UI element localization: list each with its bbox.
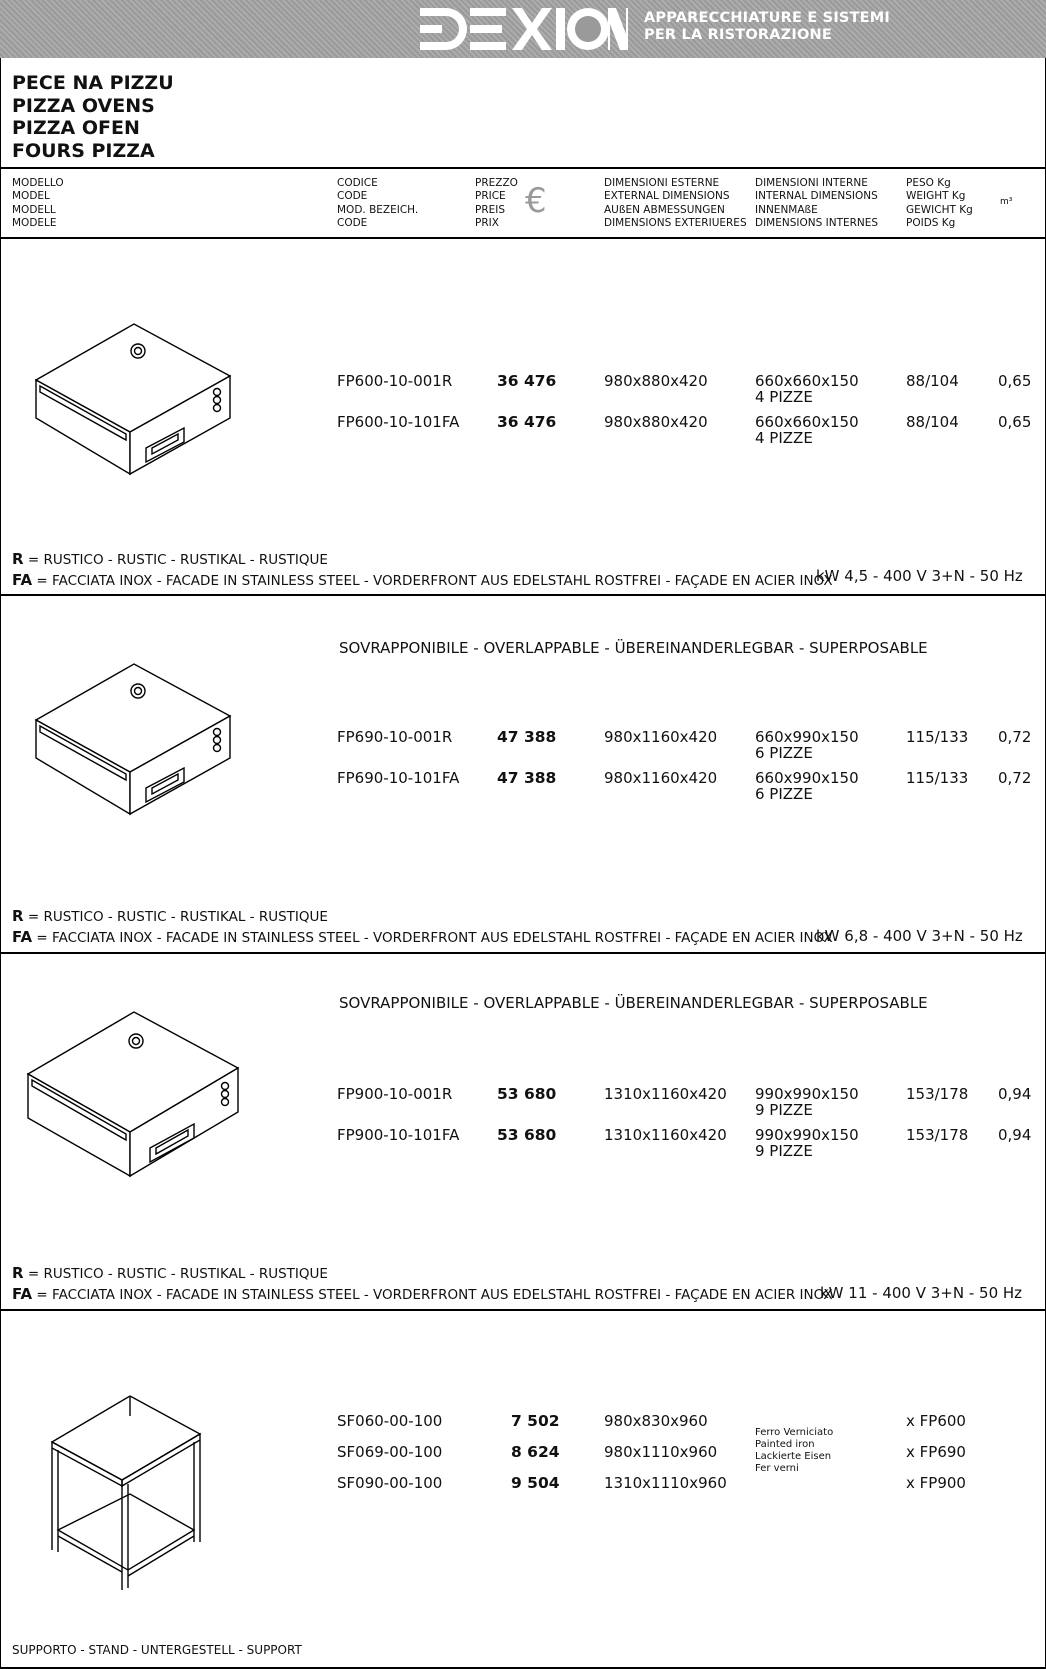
product-code: FP600-10-101FA xyxy=(337,413,460,431)
title-line-3: PIZZA OFEN xyxy=(12,117,140,139)
product-price: 47 388 xyxy=(497,769,557,787)
pizza-capacity: 9 PIZZE xyxy=(755,1101,813,1119)
material-line: Painted iron xyxy=(755,1439,815,1450)
stand-fits: x FP690 xyxy=(906,1443,966,1461)
stand-price: 7 502 xyxy=(511,1412,560,1430)
col-label: PREZZO xyxy=(475,177,518,189)
column-header-ext-dim xyxy=(604,177,747,230)
col-label: MODELL xyxy=(12,203,56,216)
divider-section xyxy=(0,1309,1046,1311)
stand-price: 8 624 xyxy=(511,1443,560,1461)
column-header-price xyxy=(475,177,518,230)
col-label: EXTERNAL DIMENSIONS xyxy=(604,190,730,203)
col-label: MODELE xyxy=(12,216,57,229)
col-label: PREIS xyxy=(475,203,506,216)
col-label: WEIGHT Kg xyxy=(906,190,966,203)
col-label: AUßEN ABMESSUNGEN xyxy=(604,203,725,216)
note-stainless: FA = FACCIATA INOX - FACADE IN STAINLESS STEEL - VORDERFRONT AUS EDELSTAHL ROSTFREI - FAÇADE EN ACIER INOX xyxy=(12,571,833,589)
col-label: PRIX xyxy=(475,216,499,229)
external-dimensions: 980x880x420 xyxy=(604,372,708,390)
divider-section xyxy=(0,952,1046,954)
internal-size: 660x990x150 xyxy=(755,728,859,746)
power-rating: kW 6,8 - 400 V 3+N - 50 Hz xyxy=(816,927,1023,945)
note-key: FA xyxy=(12,1285,33,1303)
volume: 0,65 xyxy=(998,372,1032,390)
column-header-int-dim xyxy=(755,177,878,230)
internal-size: 660x660x150 xyxy=(755,372,859,390)
col-label: DIMENSIONS INTERNES xyxy=(755,216,879,229)
divider-section xyxy=(0,594,1046,596)
product-code: FP690-10-101FA xyxy=(337,769,460,787)
column-header-volume: m³ xyxy=(1000,197,1013,207)
material-line: Ferro Verniciato xyxy=(755,1427,834,1438)
col-label: MODEL xyxy=(12,190,50,203)
external-dimensions: 980x1160x420 xyxy=(604,769,718,787)
external-dimensions: 1310x1160x420 xyxy=(604,1085,727,1103)
stand-dimensions: 980x830x960 xyxy=(604,1412,708,1430)
col-label: POIDS Kg xyxy=(906,216,956,229)
external-dimensions: 980x880x420 xyxy=(604,413,708,431)
external-dimensions: 980x1160x420 xyxy=(604,728,718,746)
support-caption: SUPPORTO - STAND - UNTERGESTELL - SUPPORT xyxy=(12,1643,302,1657)
note-text: RUSTICO - RUSTIC - RUSTIKAL - RUSTIQUE xyxy=(43,1266,328,1282)
note-rustic: R = RUSTICO - RUSTIC - RUSTIKAL - RUSTIQUE xyxy=(12,907,328,925)
note-key: FA xyxy=(12,571,33,589)
tagline-line-1: APPARECCHIATURE E SISTEMI xyxy=(644,10,890,26)
stand-code: SF069-00-100 xyxy=(337,1443,443,1461)
note-key: R xyxy=(12,907,24,925)
weight: 88/104 xyxy=(906,372,959,390)
col-label: CODICE xyxy=(337,177,378,189)
note-text: FACCIATA INOX - FACADE IN STAINLESS STEEL - VORDERFRONT AUS EDELSTAHL ROSTFREI - FAÇADE EN ACIER INOX xyxy=(52,573,833,589)
internal-dimensions xyxy=(755,1127,859,1159)
product-price: 36 476 xyxy=(497,413,557,431)
col-label: INTERNAL DIMENSIONS xyxy=(755,190,878,203)
volume: 0,72 xyxy=(998,769,1032,787)
product-code: FP900-10-001R xyxy=(337,1085,453,1103)
material-line: Fer verni xyxy=(755,1463,799,1474)
material-line: Lackierte Eisen xyxy=(755,1451,832,1462)
weight: 115/133 xyxy=(906,728,969,746)
product-code: FP690-10-001R xyxy=(337,728,453,746)
col-label: INNENMAßE xyxy=(755,203,818,216)
col-label: DIMENSIONI ESTERNE xyxy=(604,177,720,189)
pizza-capacity: 6 PIZZE xyxy=(755,785,813,803)
note-stainless: FA = FACCIATA INOX - FACADE IN STAINLESS STEEL - VORDERFRONT AUS EDELSTAHL ROSTFREI - FAÇADE EN ACIER INOX xyxy=(12,928,833,946)
internal-size: 660x990x150 xyxy=(755,769,859,787)
power-rating: kW 4,5 - 400 V 3+N - 50 Hz xyxy=(816,567,1023,585)
note-text: FACCIATA INOX - FACADE IN STAINLESS STEEL - VORDERFRONT AUS EDELSTAHL ROSTFREI - FAÇADE EN ACIER INOX xyxy=(52,1287,833,1303)
pizza-capacity: 4 PIZZE xyxy=(755,388,813,406)
note-text: RUSTICO - RUSTIC - RUSTIKAL - RUSTIQUE xyxy=(43,909,328,925)
weight: 88/104 xyxy=(906,413,959,431)
col-label: CODE xyxy=(337,216,368,229)
title-line-1: PECE NA PIZZU xyxy=(12,72,174,94)
col-label: MODELLO xyxy=(12,177,64,189)
tagline-line-2: PER LA RISTORAZIONE xyxy=(644,27,832,43)
volume: 0,94 xyxy=(998,1126,1032,1144)
external-dimensions: 1310x1160x420 xyxy=(604,1126,727,1144)
divider-header xyxy=(0,237,1046,239)
power-rating: kW 11 - 400 V 3+N - 50 Hz xyxy=(820,1284,1023,1302)
product-code: FP900-10-101FA xyxy=(337,1126,460,1144)
divider-top xyxy=(0,167,1046,169)
title-line-2: PIZZA OVENS xyxy=(12,94,155,117)
product-price: 47 388 xyxy=(497,728,557,746)
pizza-capacity: 6 PIZZE xyxy=(755,744,813,762)
internal-dimensions xyxy=(755,414,859,446)
weight: 153/178 xyxy=(906,1126,969,1144)
column-header-code xyxy=(337,177,418,230)
column-header-model xyxy=(12,177,64,230)
pizza-oven-illustration xyxy=(34,660,234,820)
internal-size: 990x990x150 xyxy=(755,1085,859,1103)
euro-symbol: € xyxy=(525,181,547,221)
stand-material xyxy=(755,1427,833,1475)
weight: 153/178 xyxy=(906,1085,969,1103)
stand-illustration xyxy=(50,1390,210,1595)
col-label: CODE xyxy=(337,190,368,203)
note-text: RUSTICO - RUSTIC - RUSTIKAL - RUSTIQUE xyxy=(43,552,328,568)
internal-dimensions xyxy=(755,729,859,761)
pizza-oven-illustration xyxy=(26,1008,242,1180)
pizza-oven-illustration xyxy=(34,320,234,480)
product-code: FP600-10-001R xyxy=(337,372,453,390)
title-line-4: FOURS PIZZA xyxy=(12,139,155,162)
product-price: 53 680 xyxy=(497,1085,557,1103)
column-header-weight xyxy=(906,177,973,230)
col-label: PESO Kg xyxy=(906,177,951,189)
note-key: FA xyxy=(12,928,33,946)
product-price: 36 476 xyxy=(497,372,557,390)
stackable-label: SOVRAPPONIBILE - OVERLAPPABLE - ÜBEREINANDERLEGBAR - SUPERPOSABLE xyxy=(339,994,928,1012)
volume: 0,72 xyxy=(998,728,1032,746)
col-label: PRICE xyxy=(475,190,506,203)
stand-fits: x FP600 xyxy=(906,1412,966,1430)
col-label: DIMENSIONI INTERNE xyxy=(755,177,868,189)
internal-dimensions xyxy=(755,373,859,405)
stand-dimensions: 980x1110x960 xyxy=(604,1443,718,1461)
pizza-capacity: 4 PIZZE xyxy=(755,429,813,447)
page-border-left xyxy=(0,58,1,1669)
stand-dimensions: 1310x1110x960 xyxy=(604,1474,727,1492)
page-title xyxy=(12,72,174,162)
internal-dimensions xyxy=(755,770,859,802)
stackable-label: SOVRAPPONIBILE - OVERLAPPABLE - ÜBEREINANDERLEGBAR - SUPERPOSABLE xyxy=(339,639,928,657)
col-label: DIMENSIONS EXTERIUERES xyxy=(604,216,747,229)
weight: 115/133 xyxy=(906,769,969,787)
stand-code: SF090-00-100 xyxy=(337,1474,443,1492)
stand-code: SF060-00-100 xyxy=(337,1412,443,1430)
product-price: 53 680 xyxy=(497,1126,557,1144)
internal-dimensions xyxy=(755,1086,859,1118)
internal-size: 660x660x150 xyxy=(755,413,859,431)
volume: 0,65 xyxy=(998,413,1032,431)
note-rustic: R = RUSTICO - RUSTIC - RUSTIKAL - RUSTIQUE xyxy=(12,1264,328,1282)
col-label: MOD. BEZEICH. xyxy=(337,203,419,216)
volume: 0,94 xyxy=(998,1085,1032,1103)
note-text: FACCIATA INOX - FACADE IN STAINLESS STEEL - VORDERFRONT AUS EDELSTAHL ROSTFREI - FAÇADE EN ACIER INOX xyxy=(52,930,833,946)
col-label: GEWICHT Kg xyxy=(906,203,973,216)
internal-size: 990x990x150 xyxy=(755,1126,859,1144)
pizza-capacity: 9 PIZZE xyxy=(755,1142,813,1160)
tagline xyxy=(644,10,890,44)
note-key: R xyxy=(12,1264,24,1282)
stand-fits: x FP900 xyxy=(906,1474,966,1492)
note-rustic: R = RUSTICO - RUSTIC - RUSTIKAL - RUSTIQUE xyxy=(12,550,328,568)
dexion-logo xyxy=(418,4,628,54)
note-key: R xyxy=(12,550,24,568)
note-stainless: FA = FACCIATA INOX - FACADE IN STAINLESS STEEL - VORDERFRONT AUS EDELSTAHL ROSTFREI - FAÇADE EN ACIER INOX xyxy=(12,1285,833,1303)
stand-price: 9 504 xyxy=(511,1474,560,1492)
